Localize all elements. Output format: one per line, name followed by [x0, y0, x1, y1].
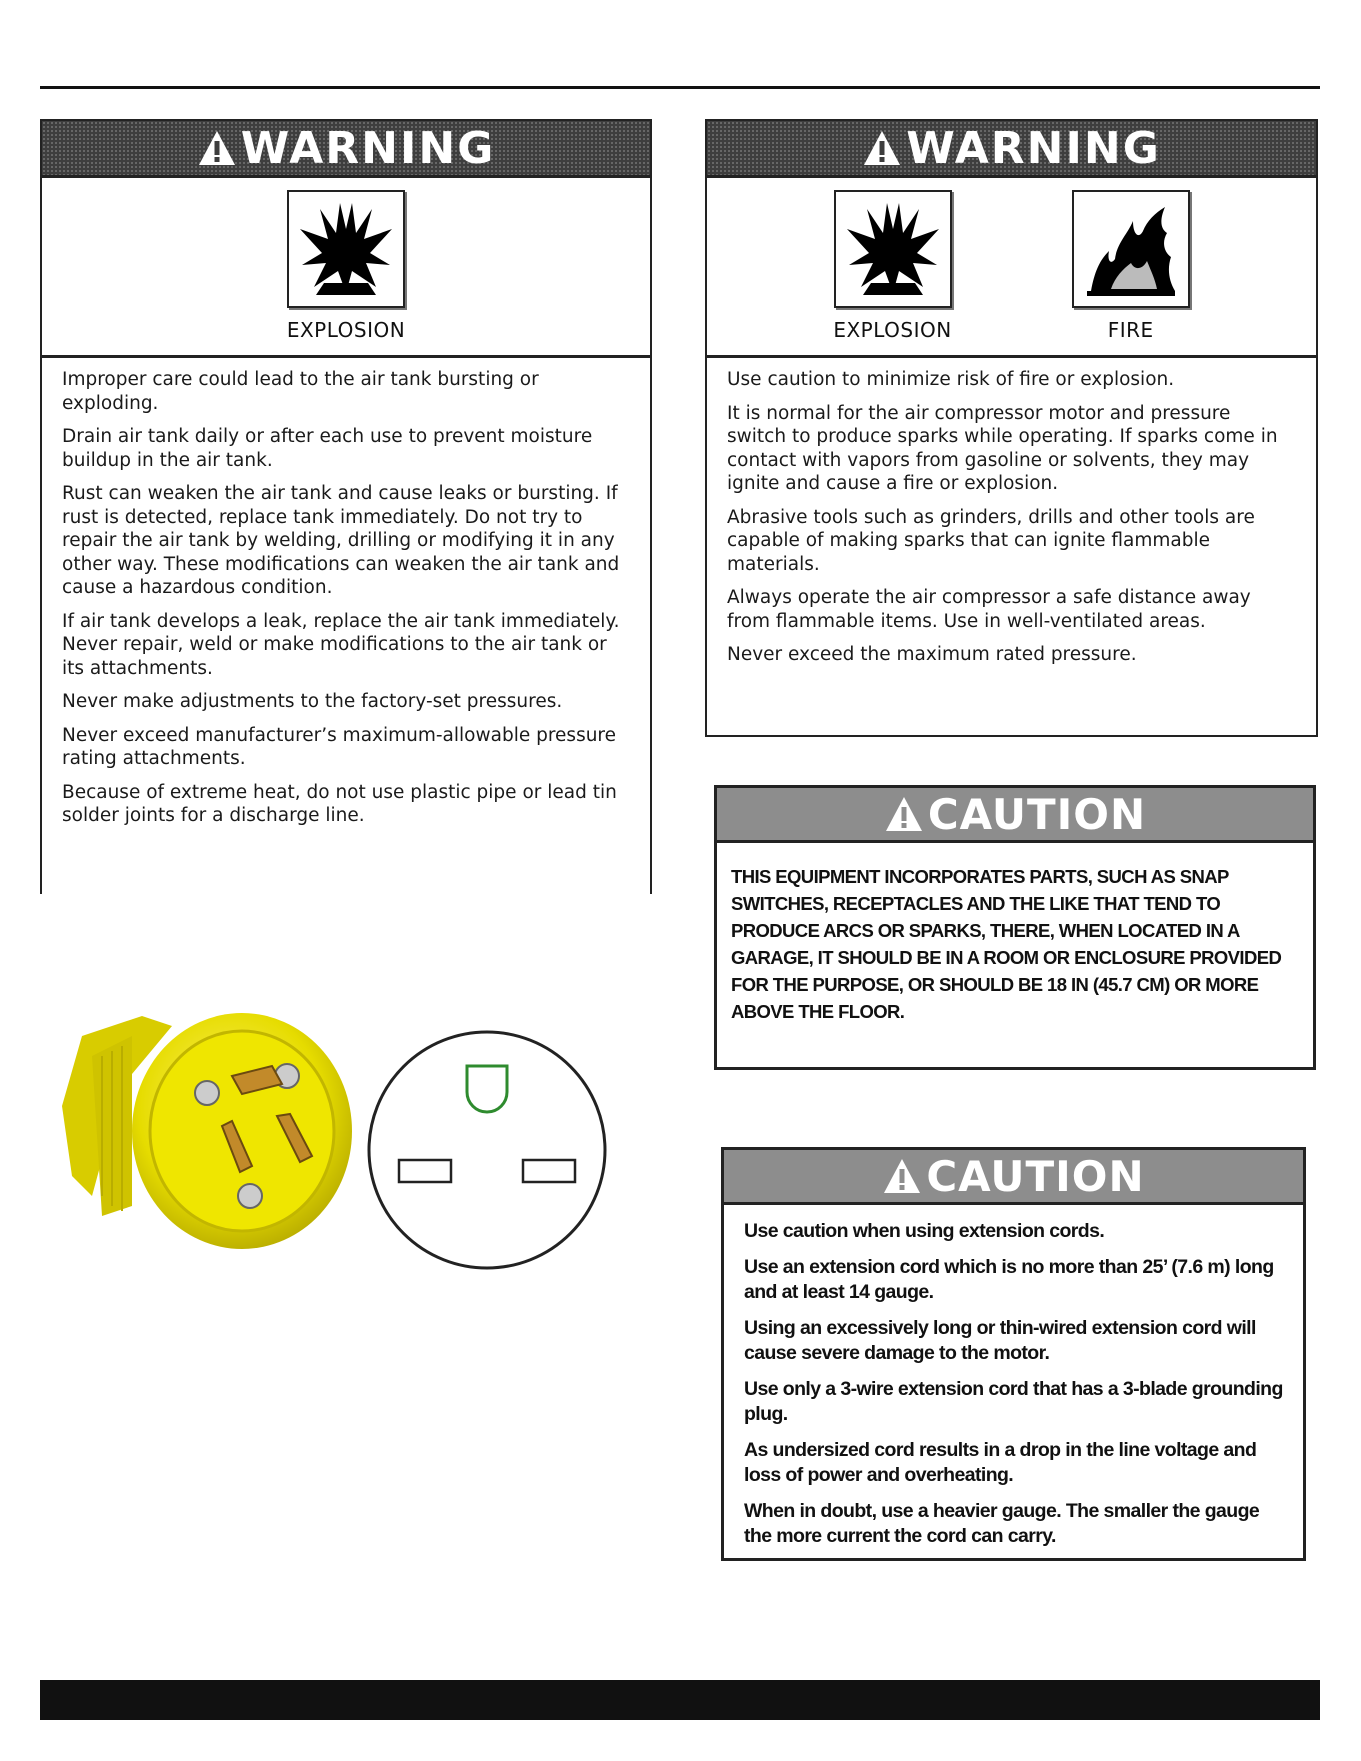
warning-triangle-icon [882, 1156, 922, 1196]
warning-box-left [40, 119, 652, 894]
pictogram-explosion [833, 190, 951, 342]
pictogram-label: FIRE [1107, 318, 1154, 342]
warning-triangle-icon [197, 128, 237, 168]
warning-paragraph: Rust can weaken the air tank and cause leaks or bursting. If rust is detected, replace tank immediately. Do not try to repair the air tank by welding, drilling or modifying it in any other way. These modifications can weaken the air tank and cause a hazardous condition. [62, 483, 620, 598]
caution-header [724, 1150, 1303, 1205]
pictogram-label: EXPLOSION [286, 318, 406, 342]
caution-paragraph: Using an excessively long or thin-wired extension cord will cause severe damage to the motor. [744, 1317, 1256, 1364]
warning-paragraph: Improper care could lead to the air tank bursting or exploding. [62, 369, 539, 414]
caution-header-label: CAUTION [927, 789, 1147, 839]
warning-triangle-icon [862, 128, 902, 168]
warning-header-label: WARNING [906, 122, 1161, 174]
explosion-icon [287, 190, 405, 308]
pictogram-row [707, 178, 1316, 358]
caution-paragraph: As undersized cord results in a drop in the line voltage and loss of power and overheating. [744, 1439, 1257, 1486]
warning-paragraph: Abrasive tools such as grinders, drills and other tools are capable of making sparks that can ignite flammable materials. [727, 506, 1255, 575]
warning-paragraph: Use caution to minimize risk of fire or explosion. [727, 369, 1175, 390]
fire-icon [1072, 190, 1190, 308]
pictogram-explosion [287, 190, 405, 342]
warning-header [42, 121, 650, 178]
caution-box-2 [721, 1147, 1306, 1561]
warning-paragraph: If air tank develops a leak, replace the air tank immediately. Never repair, weld or make modifications to the air tank or its attachments. [62, 610, 620, 679]
warning-paragraph: It is normal for the air compressor motor and pressure switch to produce sparks while operating. If sparks come in contact with vapors from gasoline or solvents, they may ignite and cause a fire or explosion. [727, 402, 1278, 494]
caution-paragraph: When in doubt, use a heavier gauge. The smaller the gauge the more current the cord can carry. [744, 1500, 1260, 1547]
caution-paragraph: Use an extension cord which is no more than 25’ (7.6 m) long and at least 14 gauge. [744, 1256, 1274, 1303]
warning-paragraph: Never make adjustments to the factory-set pressures. [62, 691, 563, 712]
warning-header-label: WARNING [240, 122, 496, 174]
pictogram-row [42, 178, 650, 358]
warning-body [707, 358, 1316, 667]
receptacle-diagram [365, 1028, 610, 1273]
caution-text: THIS EQUIPMENT INCORPORATES PARTS, SUCH AS SNAP SWITCHES, RECEPTACLES AND THE LIKE THAT TEND TO PRODUCE ARCS OR SPARKS, THERE, WHEN LOCATED IN A GARAGE, IT SHOULD BE IN A ROOM OR ENCLOSURE PROVIDED FOR THE PURPOSE, OR SHOULD BE 18 IN (45.7 CM) OR MORE ABOVE THE FLOOR. [731, 866, 1282, 1022]
hot-slot [523, 1160, 575, 1182]
warning-paragraph: Always operate the air compressor a safe distance away from flammable items. Use in well-ventilated areas. [727, 587, 1251, 632]
warning-paragraph: Because of extreme heat, do not use plastic pipe or lead tin solder joints for a discharge line. [62, 781, 617, 826]
neutral-slot [399, 1160, 451, 1182]
warning-paragraph: Never exceed the maximum rated pressure. [727, 644, 1137, 665]
warning-header [707, 121, 1316, 178]
caution-header [717, 788, 1313, 843]
caution-paragraph: Use only a 3-wire extension cord that has a 3-blade grounding plug. [744, 1378, 1283, 1425]
caution-paragraph: Use caution when using extension cords. [744, 1220, 1105, 1242]
footer-bar [40, 1680, 1320, 1720]
caution-box-1 [714, 785, 1316, 1070]
top-rule [40, 86, 1320, 89]
caution-body [724, 1205, 1303, 1549]
warning-body [42, 358, 650, 828]
warning-paragraph: Never exceed manufacturer’s maximum-allowable pressure rating attachments. [62, 724, 617, 769]
pictogram-label: EXPLOSION [833, 318, 952, 342]
caution-header-label: CAUTION [926, 1151, 1145, 1201]
explosion-icon [834, 190, 952, 308]
warning-box-right [705, 119, 1318, 737]
pictogram-fire [1072, 190, 1190, 342]
plug-photo [62, 996, 362, 1256]
warning-triangle-icon [884, 794, 924, 834]
warning-paragraph: Drain air tank daily or after each use to prevent moisture buildup in the air tank. [62, 426, 593, 471]
